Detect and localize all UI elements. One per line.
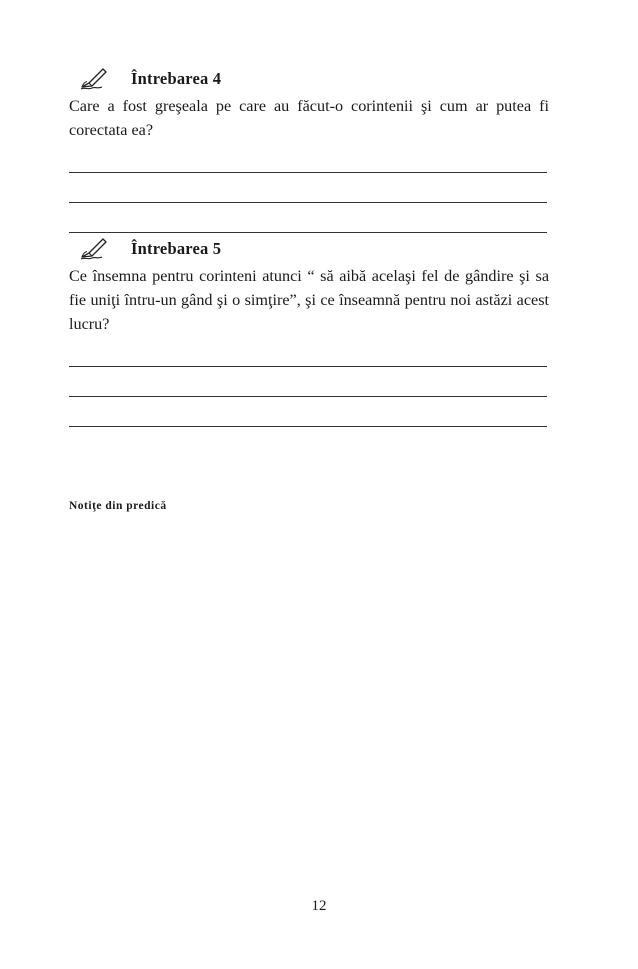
question-4-answer-area[interactable] <box>69 146 549 233</box>
answer-line[interactable] <box>69 367 547 397</box>
question-5-answer-area[interactable] <box>69 340 549 427</box>
answer-line[interactable] <box>69 397 547 427</box>
question-4-text: Care a fost greşeala pe care au făcut-o corintenii şi cum ar putea fi corectata ea? <box>69 97 549 139</box>
question-5 <box>69 236 549 427</box>
question-5-title: Întrebarea 5 <box>131 239 222 258</box>
sermon-notes-label: Notiţe din predică <box>69 500 167 512</box>
answer-line[interactable] <box>69 146 547 173</box>
writing-hand-icon <box>79 237 109 261</box>
page-number: 12 <box>311 898 327 914</box>
answer-line[interactable] <box>69 340 547 367</box>
answer-line[interactable] <box>69 173 547 203</box>
question-4-title: Întrebarea 4 <box>131 69 222 88</box>
question-4-heading <box>69 66 549 92</box>
question-5-heading <box>69 236 549 262</box>
question-5-text: Ce însemna pentru corinteni atunci “ să aibă acelaşi fel de gândire şi sa fie uniţi întru-un gând şi o simţire”, şi ce înseamnă pentru noi astăzi acest lucru? <box>69 267 549 333</box>
question-4 <box>69 66 549 233</box>
answer-line[interactable] <box>69 203 547 233</box>
writing-hand-icon <box>79 67 109 91</box>
